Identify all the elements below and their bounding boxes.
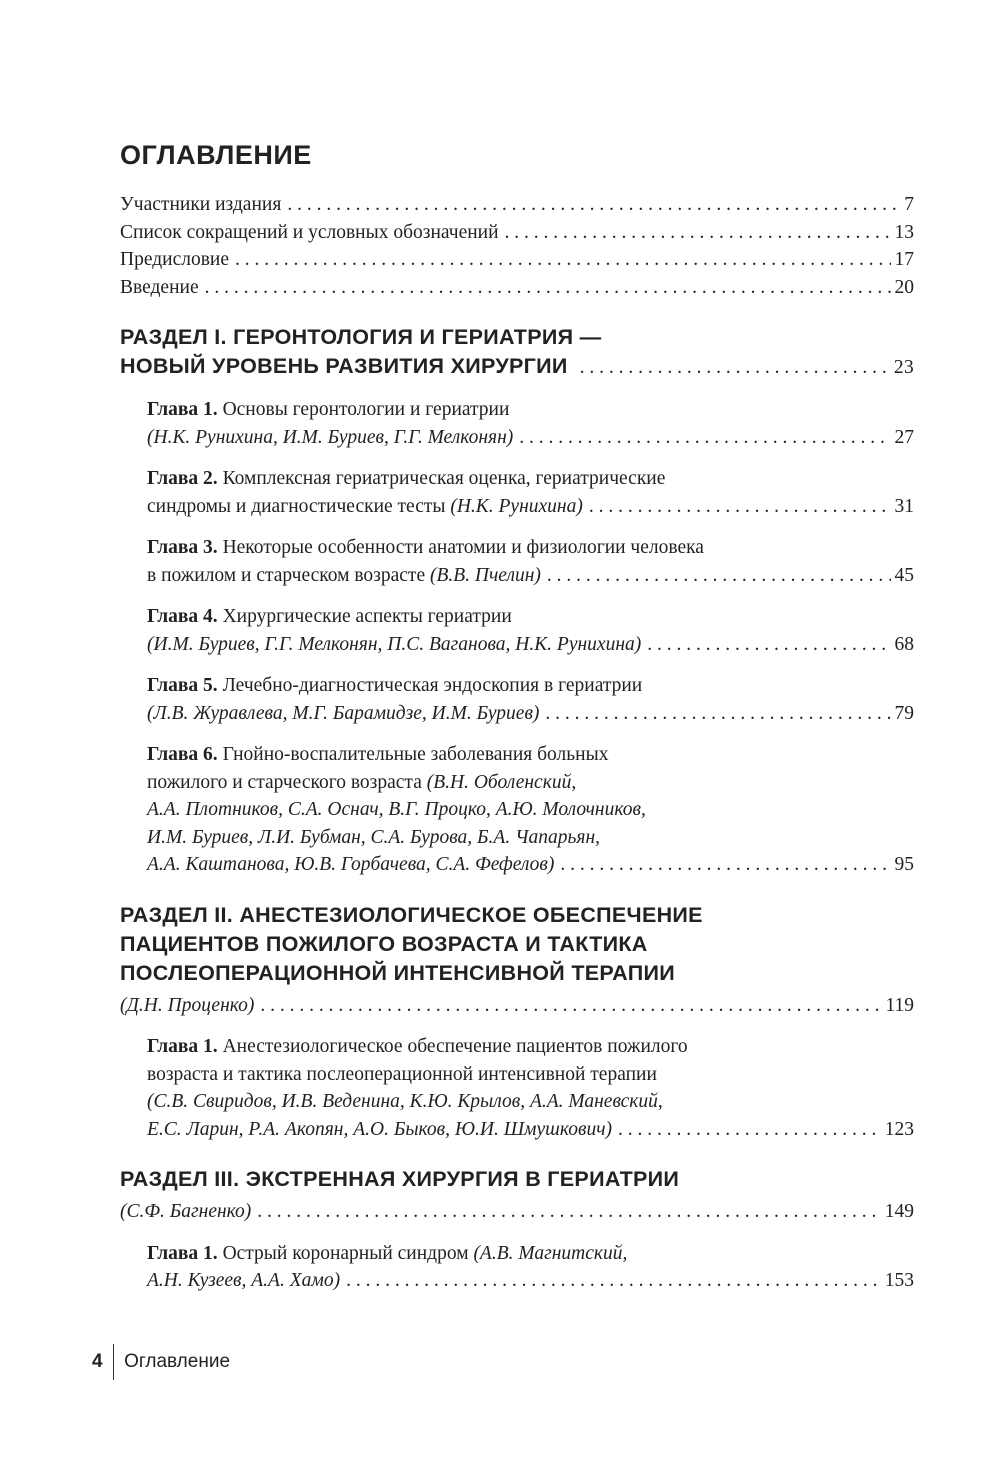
toc-entry-abbreviations[interactable] [120, 219, 914, 247]
section-2[interactable] [120, 901, 914, 1144]
chapter-authors-line [147, 1116, 914, 1144]
chapter-title: в пожилом и старческом возрасте [147, 564, 426, 586]
chapter-entry[interactable] [147, 396, 914, 451]
leader-dots [260, 992, 881, 1020]
chapter-authors: (В.В. Пчелин) [429, 564, 541, 586]
chapter-entry[interactable] [147, 603, 914, 658]
section-author: (С.Ф. Багненко) [120, 1201, 252, 1222]
leader-dots [618, 1116, 881, 1144]
chapter-authors: А.А. Каштанова, Ю.В. Горбачева, С.А. Фефелов) [147, 854, 555, 875]
chapter-label: Глава 5. [147, 675, 218, 696]
leader-dots [547, 562, 891, 590]
toc-page-number: 13 [894, 221, 914, 243]
page-footer [92, 1344, 230, 1380]
chapter-label: Глава 3. [147, 537, 218, 558]
toc-entry-text: Участники издания [120, 194, 282, 215]
chapter-entry[interactable] [147, 741, 914, 879]
chapter-title: Лечебно-диагностическая эндоскопия в гериатрии [222, 675, 643, 696]
section-title-text: НОВЫЙ УРОВЕНЬ РАЗВИТИЯ ХИРУРГИИ [120, 354, 568, 378]
chapter-title-line [147, 1240, 914, 1268]
leader-dots [287, 191, 900, 219]
chapter-label: Глава 1. [147, 1242, 218, 1264]
chapter-label: Глава 1. [147, 1036, 218, 1057]
toc-page-number: 20 [894, 276, 914, 298]
chapter-title-line [147, 396, 914, 424]
leader-dots [257, 1198, 880, 1226]
chapter-authors-line [147, 1267, 914, 1295]
chapter-title: Острый коронарный синдром [222, 1242, 469, 1264]
section-author-line [120, 992, 914, 1020]
leader-dots [205, 274, 891, 302]
toc-page-number: 95 [894, 854, 914, 875]
chapter-entry[interactable] [147, 1033, 914, 1143]
toc-page-number: 7 [904, 194, 914, 215]
toc-page-number: 23 [893, 357, 914, 378]
chapter-title: пожилого и старческого возраста [147, 771, 422, 793]
section-author-line [120, 1198, 914, 1226]
chapter-authors-line [147, 631, 914, 659]
section-title-line [120, 352, 914, 382]
toc-page-number: 153 [884, 1270, 914, 1291]
section-title-line: РАЗДЕЛ I. ГЕРОНТОЛОГИЯ И ГЕРИАТРИЯ — [120, 325, 602, 349]
leader-dots [560, 851, 890, 879]
chapter-entry[interactable] [147, 1240, 914, 1295]
toc-page-number: 68 [894, 633, 914, 655]
leader-dots [580, 353, 890, 382]
section-3[interactable] [120, 1165, 914, 1295]
chapter-title-line [147, 1033, 914, 1061]
toc-page-number: 149 [884, 1201, 914, 1222]
section-author: (Д.Н. Проценко) [120, 994, 255, 1016]
toc-entry-text: Предисловие [120, 249, 230, 270]
chapter-title: Комплексная гериатрическая оценка, гериатрические [222, 468, 666, 489]
chapter-label: Глава 1. [147, 399, 218, 420]
toc-entry-text: Введение [120, 276, 199, 298]
leader-dots [519, 424, 890, 452]
chapter-title-cont [147, 562, 541, 590]
leader-dots [235, 246, 890, 274]
chapter-authors: А.А. Плотников, С.А. Оснач, В.Г. Процко, А.Ю. Молочников, [147, 799, 646, 820]
section-title-line: ПАЦИЕНТОВ ПОЖИЛОГО ВОЗРАСТА И ТАКТИКА [120, 931, 648, 956]
footer-page-number: 4 [92, 1351, 103, 1372]
leader-dots [589, 493, 891, 521]
chapter-title-line [147, 534, 914, 562]
table-of-contents [120, 140, 914, 1295]
chapter-entry[interactable] [147, 465, 914, 520]
chapter-label: Глава 2. [147, 468, 218, 489]
chapter-entry[interactable] [147, 534, 914, 589]
chapter-authors: (В.Н. Оболенский, [426, 771, 577, 793]
chapter-authors: И.М. Буриев, Л.И. Бубман, С.А. Бурова, Б.А. Чапарьян, [147, 826, 600, 848]
toc-entry-preface[interactable] [120, 246, 914, 274]
toc-title: ОГЛАВЛЕНИЕ [120, 140, 312, 170]
chapter-authors-line [147, 851, 914, 879]
toc-page-number: 27 [894, 426, 914, 448]
chapter-title-line [147, 465, 914, 493]
section-title-line: РАЗДЕЛ III. ЭКСТРЕННАЯ ХИРУРГИЯ В ГЕРИАТРИИ [120, 1167, 680, 1191]
chapter-authors: (И.М. Буриев, Г.Г. Мелконян, П.С. Ваганова, Н.К. Рунихина) [147, 633, 642, 655]
chapter-authors: (С.В. Свиридов, И.В. Веденина, К.Ю. Крылов, А.А. Маневский, [147, 1091, 663, 1112]
chapter-authors: (А.В. Магнитский, [473, 1242, 628, 1264]
chapter-title: Гнойно-воспалительные заболевания больных [222, 744, 609, 765]
chapter-title-cont [147, 493, 583, 521]
chapter-title: Некоторые особенности анатомии и физиологии человека [222, 537, 704, 558]
section-1[interactable] [120, 323, 914, 879]
toc-entry-text: Список сокращений и условных обозначений [120, 221, 499, 243]
chapter-authors-line [147, 562, 914, 590]
chapter-label: Глава 4. [147, 606, 218, 627]
chapter-title-line [147, 769, 914, 797]
chapter-title: Основы геронтологии и гериатрии [222, 399, 510, 420]
toc-page-number: 31 [894, 495, 914, 517]
leader-dots [647, 631, 890, 659]
chapter-title-line [147, 672, 914, 700]
chapter-authors: Е.С. Ларин, Р.А. Акопян, А.О. Быков, Ю.И. Шмушкович) [147, 1118, 613, 1140]
toc-entry-introduction[interactable] [120, 274, 914, 302]
chapter-authors-line [147, 493, 914, 521]
leader-dots [545, 700, 890, 728]
chapter-authors: (Н.К. Рунихина, И.М. Буриев, Г.Г. Мелконян) [147, 426, 514, 448]
chapter-authors: (Л.В. Журавлева, М.Г. Барамидзе, И.М. Буриев) [147, 702, 540, 724]
footer-running-title: Оглавление [124, 1351, 231, 1372]
toc-entry-participants[interactable] [120, 191, 914, 219]
toc-page-number: 45 [894, 564, 914, 586]
toc-page-number: 119 [885, 994, 914, 1016]
toc-page-number: 79 [894, 702, 914, 724]
toc-page-number: 123 [884, 1118, 914, 1140]
chapter-authors-line [147, 424, 914, 452]
chapter-title: Анестезиологическое обеспечение пациентов пожилого [222, 1036, 688, 1057]
leader-dots [505, 219, 891, 247]
section-title-line: РАЗДЕЛ II. АНЕСТЕЗИОЛОГИЧЕСКОЕ ОБЕСПЕЧЕНИЕ [120, 902, 703, 927]
toc-page-number: 17 [894, 249, 914, 270]
chapter-authors-line [147, 700, 914, 728]
chapter-authors: (Н.К. Рунихина) [450, 495, 583, 517]
chapter-label: Глава 6. [147, 744, 218, 765]
chapter-title: Хирургические аспекты гериатрии [222, 606, 512, 627]
leader-dots [346, 1267, 881, 1295]
chapter-title-line [147, 741, 914, 769]
chapter-title: синдромы и диагностические тесты [147, 495, 446, 517]
footer-divider [113, 1344, 115, 1380]
chapter-entry[interactable] [147, 672, 914, 727]
chapter-title: возраста и тактика послеоперационной интенсивной терапии [147, 1063, 657, 1085]
chapter-authors: А.Н. Кузеев, А.А. Хамо) [147, 1270, 341, 1291]
chapter-title-line [147, 603, 914, 631]
section-title-line: ПОСЛЕОПЕРАЦИОННОЙ ИНТЕНСИВНОЙ ТЕРАПИИ [120, 960, 675, 985]
